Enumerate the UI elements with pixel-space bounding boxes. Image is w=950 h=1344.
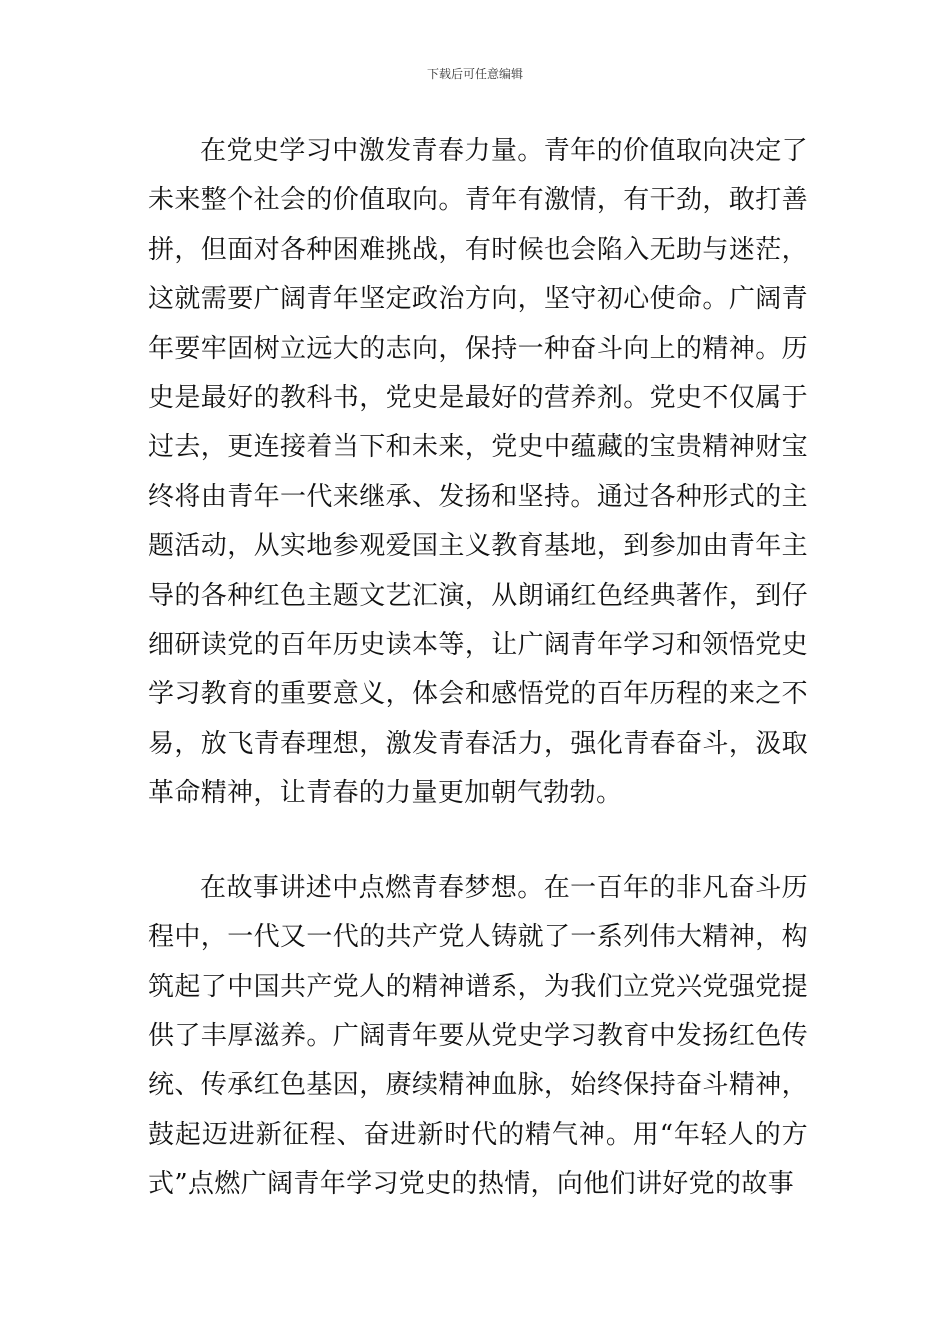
document-body xyxy=(148,127,808,1210)
page-header-note: 下载后可任意编辑 xyxy=(426,67,523,81)
paragraph-party-history-youth-power: 在党史学习中激发青春力量。青年的价值取向决定了未来整个社会的价值取向。青年有激情，有干劲，敢打善拼，但面对各种困难挑战，有时候也会陷入无助与迷茫，这就需要广阔青年坚定政治方向，坚守初心使命。广阔青年要牢固树立远大的志向，保持一种奋斗向上的精神。历史是最好的教科书，党史是最好的营养剂。党史不仅属于过去，更连接着当下和未来，党史中蕴藏的宝贵精神财宝终将由青年一代来继承、发扬和坚持。通过各种形式的主题活动，从实地参观爱国主义教育基地，到参加由青年主导的各种红色主题文艺汇演，从朗诵红色经典著作，到仔细研读党的百年历史读本等，让广阔青年学习和领悟党史学习教育的重要意义，体会和感悟党的百年历程的来之不易，放飞青春理想，激发青春活力，强化青春奋斗，汲取革命精神，让青春的力量更加朝气勃勃。 xyxy=(148,136,808,809)
paragraph-storytelling-youth-dream: 在故事讲述中点燃青春梦想。在一百年的非凡奋斗历程中，一代又一代的共产党人铸就了一系列伟大精神，构筑起了中国共产党人的精神谱系，为我们立党兴党强党提供了丰厚滋养。广阔青年要从党史学习教育中发扬红色传统、传承红色基因，赓续精神血脉，始终保持奋斗精神，鼓起迈进新征程、奋进新时代的精气神。用“年轻人的方式”点燃广阔青年学习党史的热情，向他们讲好党的故事 xyxy=(148,872,808,1200)
